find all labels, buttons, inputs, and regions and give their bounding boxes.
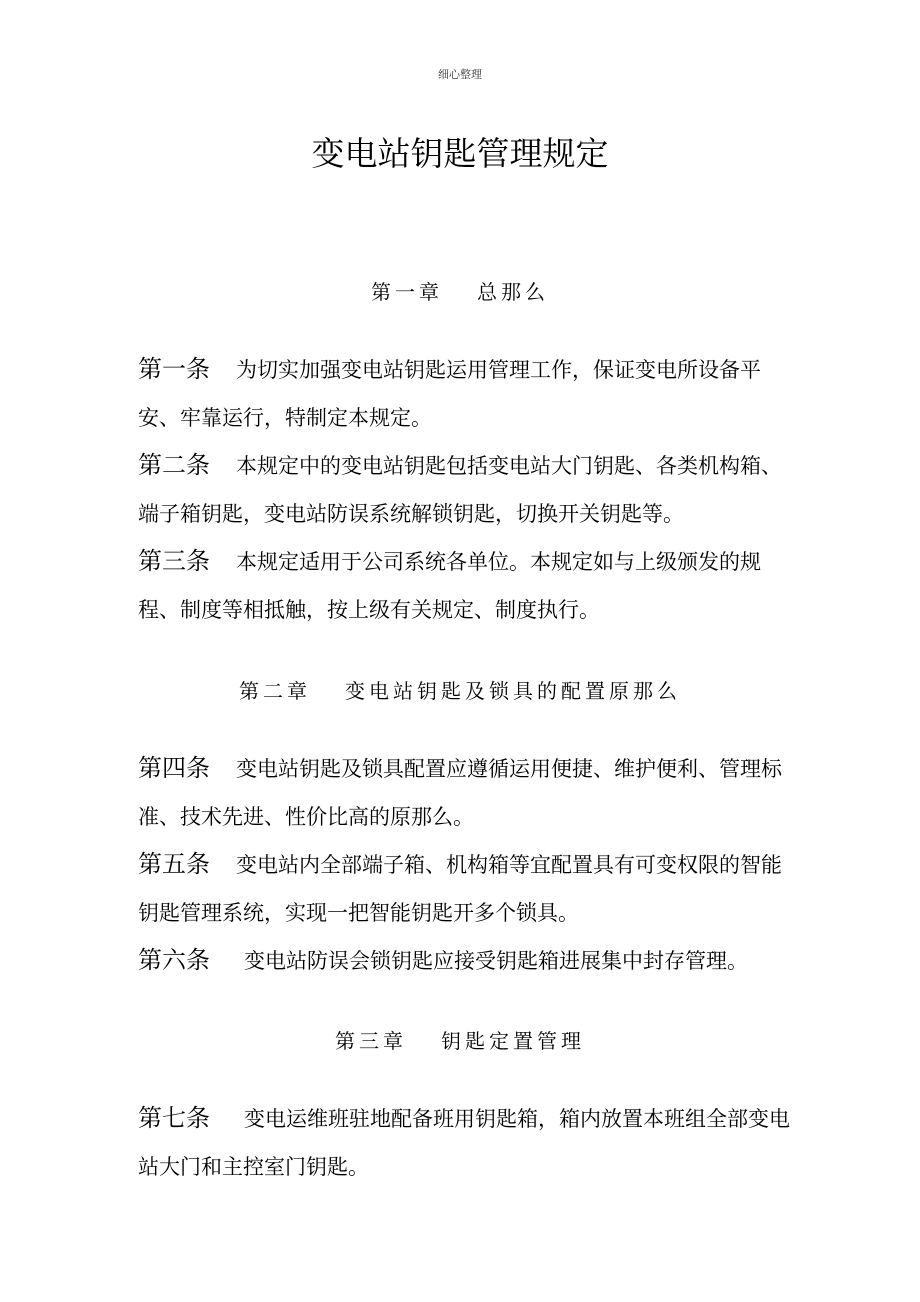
article-7 <box>138 1094 798 1191</box>
article-text: 本规定适用于公司系统各单位。本规定如与上级颁发的规程、制度等相抵触，按上级有关规定、制度执行。 <box>138 550 761 622</box>
article-text: 本规定中的变电站钥匙包括变电站大门钥匙、各类机构箱、端子箱钥匙，变电站防误系统解锁钥匙，切换开关钥匙等。 <box>138 454 782 526</box>
chapter-name: 总那么 <box>477 280 549 304</box>
article-label: 第七条 <box>138 1104 210 1132</box>
article-label: 第二条 <box>138 451 210 479</box>
article-2 <box>138 441 798 538</box>
article-6 <box>138 936 798 985</box>
chapter-heading-2 <box>0 675 920 704</box>
article-label: 第四条 <box>138 754 210 782</box>
chapter-name: 钥匙定置管理 <box>441 1029 585 1053</box>
article-label: 第六条 <box>138 946 210 974</box>
article-text: 变电站内全部端子箱、机构箱等宜配置具有可变权限的智能钥匙管理系统，实现一把智能钥匙开多个锁具。 <box>138 853 782 925</box>
article-text: 变电运维班驻地配备班用钥匙箱，箱内放置本班组全部变电站大门和主控室门钥匙。 <box>138 1107 790 1179</box>
chapter-heading-3 <box>0 1025 920 1054</box>
article-text: 为切实加强变电站钥匙运用管理工作，保证变电所设备平安、牢靠运行，特制定本规定。 <box>138 358 761 430</box>
chapter-number: 第三章 <box>335 1029 407 1053</box>
article-label: 第五条 <box>138 850 210 878</box>
article-text: 变电站防误会锁钥匙应接受钥匙箱进展集中封存管理。 <box>244 949 748 973</box>
article-4 <box>138 744 798 841</box>
article-text: 变电站钥匙及锁具配置应遵循运用便捷、维护便利、管理标准、技术先进、性价比高的原那么。 <box>138 757 782 829</box>
chapter-heading-1 <box>0 276 920 305</box>
chapter-number: 第一章 <box>371 280 443 304</box>
article-label: 第一条 <box>138 355 210 383</box>
article-5 <box>138 840 798 937</box>
article-label: 第三条 <box>138 547 210 575</box>
article-1 <box>138 345 798 442</box>
header-note: 细心整理 <box>438 68 482 81</box>
chapter-number: 第二章 <box>239 679 311 703</box>
chapter-name: 变电站钥匙及锁具的配置原那么 <box>345 679 681 703</box>
document-title: 变电站钥匙管理规定 <box>311 134 609 173</box>
article-3 <box>138 537 798 634</box>
